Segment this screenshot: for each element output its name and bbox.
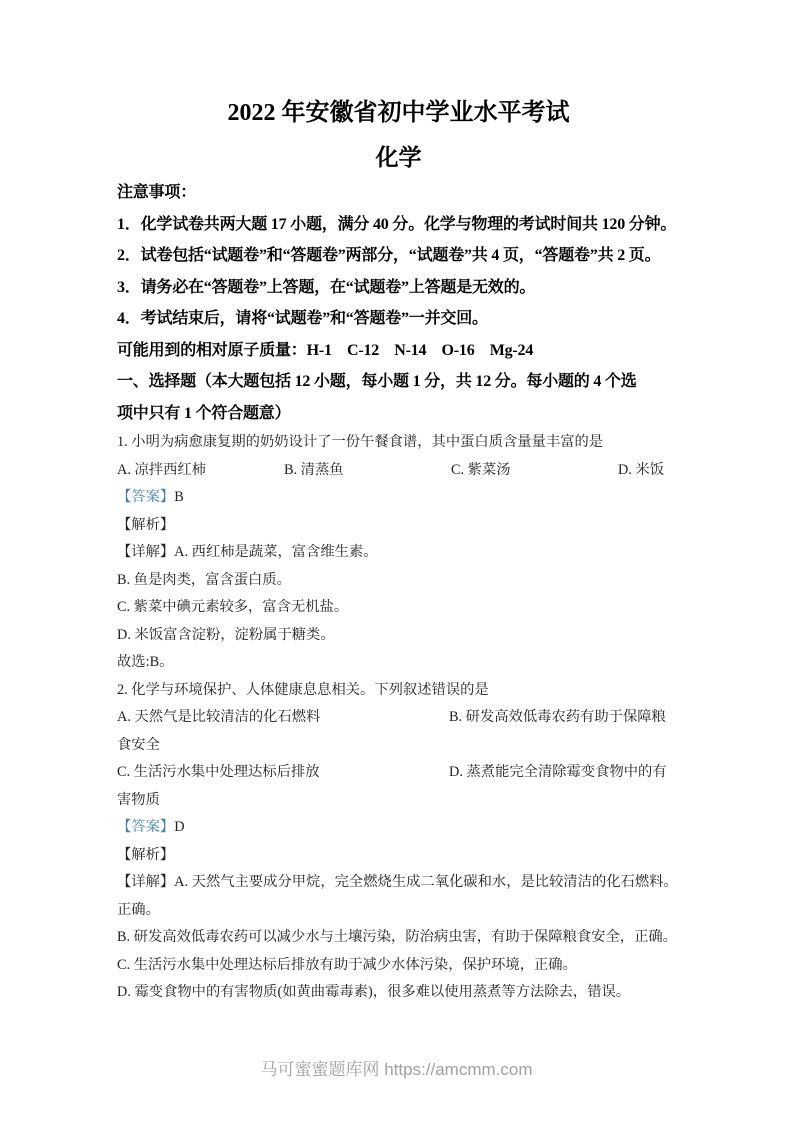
question-1-explanation-line-1: 【详解】A. 西红柿是蔬菜，富含维生素。 (117, 544, 378, 560)
watermark-footer: 马可蜜蜜题库网 https://amcmm.com (260, 1060, 533, 1079)
question-2-analysis-label: 【解析】 (117, 846, 175, 863)
question-2-text: 2. 化学与环境保护、人体健康息息相关。下列叙述错误的是 (117, 681, 489, 698)
notice-heading: 注意事项： (117, 184, 197, 201)
notice-item-2: 2．试卷包括“试题卷”和“答题卷”两部分，“试题卷”共 4 页，“答题卷”共 2 页。 (117, 247, 661, 264)
answer-label: 【答案】 (117, 819, 175, 835)
question-1-explanation-line-2: B. 鱼是肉类，富含蛋白质。 (117, 571, 291, 588)
question-1-option-b: B. 清蒸鱼 (284, 461, 344, 478)
exam-title: 2022 年安徽省初中学业水平考试 (227, 100, 570, 126)
questions-body (117, 429, 680, 1007)
notice-item-4: 4．考试结束后，请将“试题卷”和“答题卷”一并交回。 (117, 310, 488, 327)
answer-value: D (174, 819, 185, 835)
answer-value: B (174, 489, 184, 505)
question-1-analysis-label: 【解析】 (117, 516, 175, 533)
exam-subject: 化学 (375, 145, 422, 170)
section-heading: 一、选择题（本大题包括 12 小题，每小题 1 分，共 12 分。每小题的 4 个选项中只有 1 个符合题意） (117, 373, 637, 422)
answer-label: 【答案】 (117, 489, 175, 505)
question-1-option-d: D. 米饭 (618, 461, 665, 478)
question-2-option-c: C. 生活污水集中处理达标后排放 (117, 764, 320, 780)
question-2-options-row-cd (117, 759, 680, 814)
question-1-answer-line (117, 484, 680, 512)
question-1-explanation-line-5: 故选:B。 (117, 654, 174, 670)
question-1-option-c: C. 紫菜汤 (451, 461, 511, 478)
question-2-explanation-line-1: 【详解】A. 天然气主要成分甲烷，完全燃烧生成二氧化碳和水，是比较清洁的化石燃料。正确。 (117, 874, 678, 918)
question-2-explanation-line-2: B. 研发高效低毒农药可以减少水与土壤污染，防治病虫害，有助于保障粮食安全，正确。 (117, 929, 677, 945)
question-2-option-a: A. 天然气是比较清洁的化石燃料 (117, 709, 321, 725)
atomic-mass-line: 可能用到的相对原子质量：H-1 C-12 N-14 O-16 Mg-24 (117, 341, 534, 359)
question-1-options (117, 457, 680, 485)
question-2-options-row-ab (117, 704, 680, 759)
question-2-option-d: D. 蒸煮能完全清除霉变食物中的有害物质 (117, 764, 667, 808)
question-2-option-b: B. 研发高效低毒农药有助于保障粮食安全 (117, 709, 666, 753)
question-2-explanation-line-4: D. 霉变食物中的有害物质(如黄曲霉毒素)，很多难以使用蒸煮等方法除去，错误。 (117, 984, 631, 1000)
question-2-explanation-line-3: C. 生活污水集中处理达标后排放有助于减少水体污染，保护环境，正确。 (117, 956, 577, 973)
notice-section (117, 177, 680, 429)
question-1-explanation-line-3: C. 紫菜中碘元素较多，富含无机盐。 (117, 599, 349, 615)
question-1-explanation-line-4: D. 米饭富含淀粉，淀粉属于糖类。 (117, 626, 335, 643)
question-1-option-a: A. 凉拌西红柿 (117, 461, 206, 478)
notice-item-3: 3．请务必在“答题卷”上答题，在“试题卷”上答题是无效的。 (117, 278, 536, 296)
question-1-text: 1. 小明为病愈康复期的奶奶设计了一份午餐食谱，其中蛋白质含量量丰富的是 (117, 434, 604, 450)
question-2-answer-line (117, 814, 680, 842)
notice-item-1: 1．化学试卷共两大题 17 小题，满分 40 分。化学与物理的考试时间共 120 分钟。 (117, 215, 677, 233)
